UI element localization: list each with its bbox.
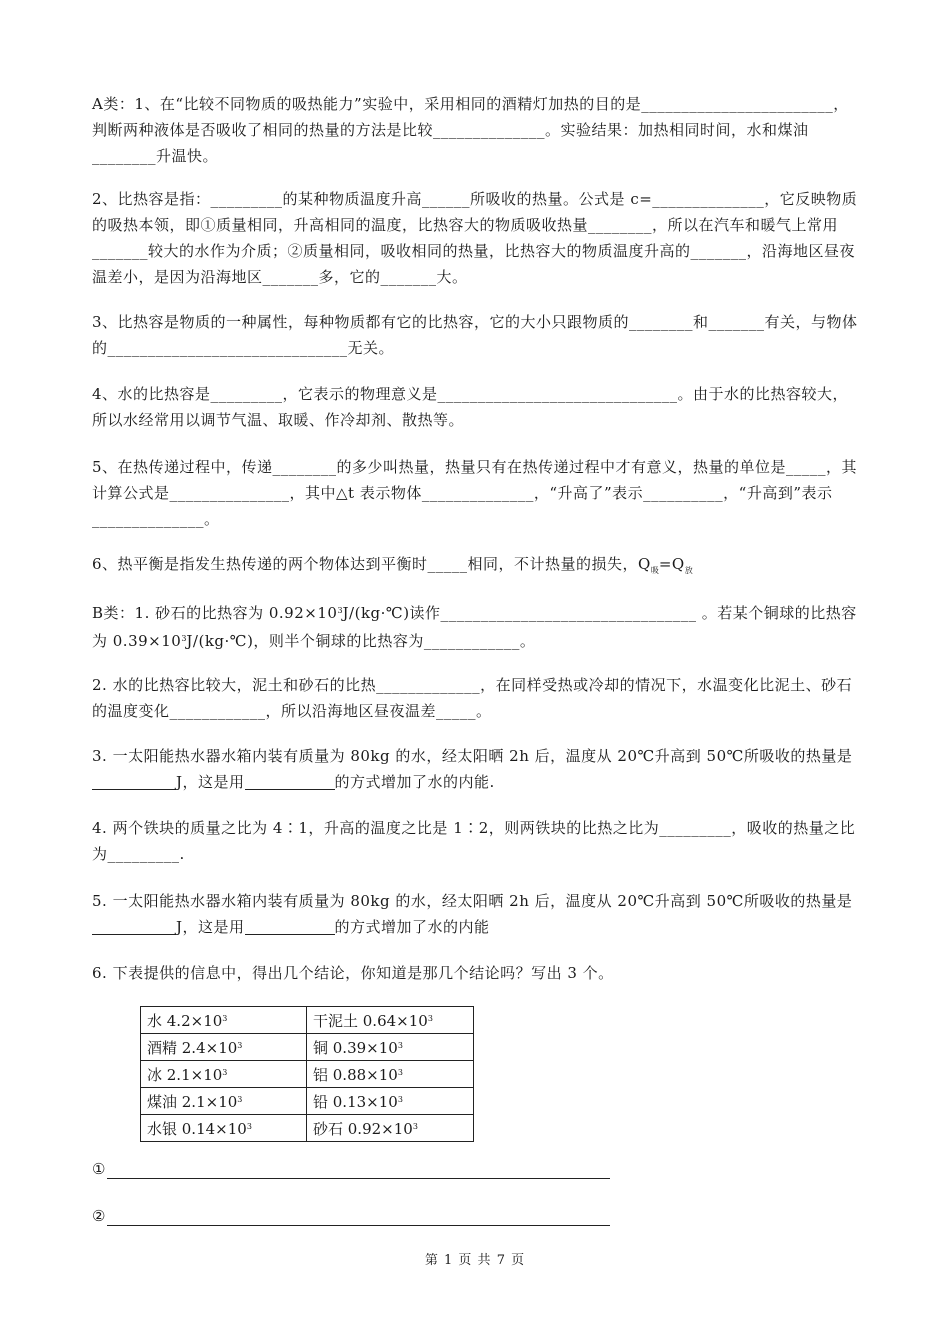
question-b6: 6. 下表提供的信息中，得出几个结论，你知道是那几个结论吗？写出 3 个。 xyxy=(92,964,614,982)
page-footer: 第 1 页 共 7 页 xyxy=(424,1253,526,1268)
exponent: 3 xyxy=(397,1068,403,1077)
exponent: 3 xyxy=(237,1041,243,1050)
table-cell xyxy=(141,1061,307,1088)
question-b3-part3: 的方式增加了水的内能. xyxy=(334,773,495,791)
exponent: 3 xyxy=(397,1041,403,1050)
answer-marker-1: ① xyxy=(92,1160,106,1178)
answer-blank[interactable] xyxy=(92,918,176,935)
answer-blank[interactable] xyxy=(245,773,335,790)
exponent: 3 xyxy=(337,606,343,615)
question-a5: 5、在热传递过程中，传递________的多少叫热量，热量只有在热传递过程中才有意义，热量的单位是_____，其计算公式是_______________，其中△t 表示物体______________，“升高了”表示__________，“升高到”表示______________。 xyxy=(92,458,858,528)
table-cell xyxy=(307,1115,474,1142)
question-b5-part2: J，这是用 xyxy=(176,918,245,936)
answer-line-1[interactable] xyxy=(92,1160,105,1178)
question-a6 xyxy=(92,551,862,584)
table-cell xyxy=(141,1115,307,1142)
table-cell xyxy=(141,1088,307,1115)
answer-line-2[interactable] xyxy=(92,1207,105,1225)
table-row xyxy=(141,1115,474,1142)
question-b1-part2: J/(kg·℃)读作________________________________ 。若某个铜球的比热容为 0.39×10 xyxy=(92,604,857,650)
question-b3-part1: 3. 一太阳能热水器水箱内装有质量为 80kg 的水，经太阳晒 2h 后，温度从 20℃升高到 50℃所吸收的热量是 xyxy=(92,747,853,765)
exponent: 3 xyxy=(397,1095,403,1104)
question-a6-text: 6、热平衡是指发生热传递的两个物体达到平衡时_____相同，不计热量的损失，Q xyxy=(92,555,651,573)
question-b4: 4. 两个铁块的质量之比为 4∶1，升高的温度之比是 1∶2，则两铁块的比热之比为_________，吸收的热量之比为_________. xyxy=(92,819,856,863)
cell-value: 水银 0.14×10 xyxy=(147,1120,247,1138)
answer-blank[interactable] xyxy=(245,918,335,935)
question-a2: 2、比热容是指：_________的某种物质温度升高______所吸收的热量。公式是 c=______________，它反映物质的吸热本领，即①质量相同，升高相同的温度，比热容大的物质吸收热量________，所以在汽车和暖气上常用_______较大的水作为介质；②质量相同，吸收相同的热量，比热容大的物质温度升高的_______，沿海地区昼夜温差小，是因为沿海地区_______多，它的_______大。 xyxy=(92,190,858,286)
exponent: 3 xyxy=(412,1122,418,1131)
answer-underline xyxy=(107,1178,610,1179)
subscript-absorb: 吸 xyxy=(650,566,659,575)
answer-underline xyxy=(107,1225,610,1226)
cell-value: 干泥土 0.64×10 xyxy=(313,1012,428,1030)
exponent: 3 xyxy=(222,1014,228,1023)
specific-heat-table xyxy=(140,1006,474,1142)
table-cell xyxy=(141,1034,307,1061)
table-row xyxy=(141,1061,474,1088)
table-row xyxy=(141,1007,474,1034)
question-b5-part3: 的方式增加了水的内能 xyxy=(334,918,490,936)
question-b5 xyxy=(92,888,862,940)
cell-value: 煤油 2.1×10 xyxy=(147,1093,238,1111)
question-b5-part1: 5. 一太阳能热水器水箱内装有质量为 80kg 的水，经太阳晒 2h 后，温度从 20℃升高到 50℃所吸收的热量是 xyxy=(92,892,853,910)
question-a3: 3、比热容是物质的一种属性，每种物质都有它的比热容，它的大小只跟物质的________和_______有关，与物体的______________________________无关。 xyxy=(92,313,858,357)
cell-value: 冰 2.1×10 xyxy=(147,1066,223,1084)
table-body xyxy=(141,1007,474,1142)
table-cell xyxy=(307,1007,474,1034)
cell-value: 砂石 0.92×10 xyxy=(313,1120,413,1138)
question-a1: A类：1、在“比较不同物质的吸热能力”实验中，采用相同的酒精灯加热的目的是________________________，判断两种液体是否吸收了相同的热量的方法是比较______________。实验结果：加热相同时间，水和煤油________升温快。 xyxy=(92,95,849,165)
cell-value: 水 4.2×10 xyxy=(147,1012,223,1030)
exponent: 3 xyxy=(237,1095,243,1104)
answer-blank[interactable] xyxy=(92,773,176,790)
exponent: 3 xyxy=(222,1068,228,1077)
question-b1-part3: J/(kg·℃)，则半个铜球的比热容为____________。 xyxy=(186,632,536,650)
question-b3-part2: J，这是用 xyxy=(176,773,245,791)
exponent: 3 xyxy=(181,634,187,643)
answer-marker-2: ② xyxy=(92,1207,106,1225)
table-cell xyxy=(307,1088,474,1115)
cell-value: 铅 0.13×10 xyxy=(313,1093,398,1111)
table-cell xyxy=(141,1007,307,1034)
question-a4: 4、水的比热容是_________，它表示的物理意义是______________________________。由于水的比热容较大，所以水经常用以调节气温、取暖、作冷却剂、散热等。 xyxy=(92,385,849,429)
table-cell xyxy=(307,1034,474,1061)
table-row xyxy=(141,1088,474,1115)
question-b3 xyxy=(92,743,862,795)
exponent: 3 xyxy=(246,1122,252,1131)
cell-value: 铝 0.88×10 xyxy=(313,1066,398,1084)
exponent: 3 xyxy=(427,1014,433,1023)
table-cell xyxy=(307,1061,474,1088)
question-b1-part1: B类：1. 砂石的比热容为 0.92×10 xyxy=(92,604,338,622)
question-a6-equals: =Q xyxy=(658,555,685,573)
table-row xyxy=(141,1034,474,1061)
cell-value: 铜 0.39×10 xyxy=(313,1039,398,1057)
cell-value: 酒精 2.4×10 xyxy=(147,1039,238,1057)
subscript-release: 放 xyxy=(684,566,693,575)
question-b2: 2. 水的比热容比较大，泥土和砂石的比热_____________，在同样受热或冷却的情况下，水温变化比泥土、砂石的温度变化____________，所以沿海地区昼夜温差_____。 xyxy=(92,676,853,720)
question-b1 xyxy=(92,598,862,654)
